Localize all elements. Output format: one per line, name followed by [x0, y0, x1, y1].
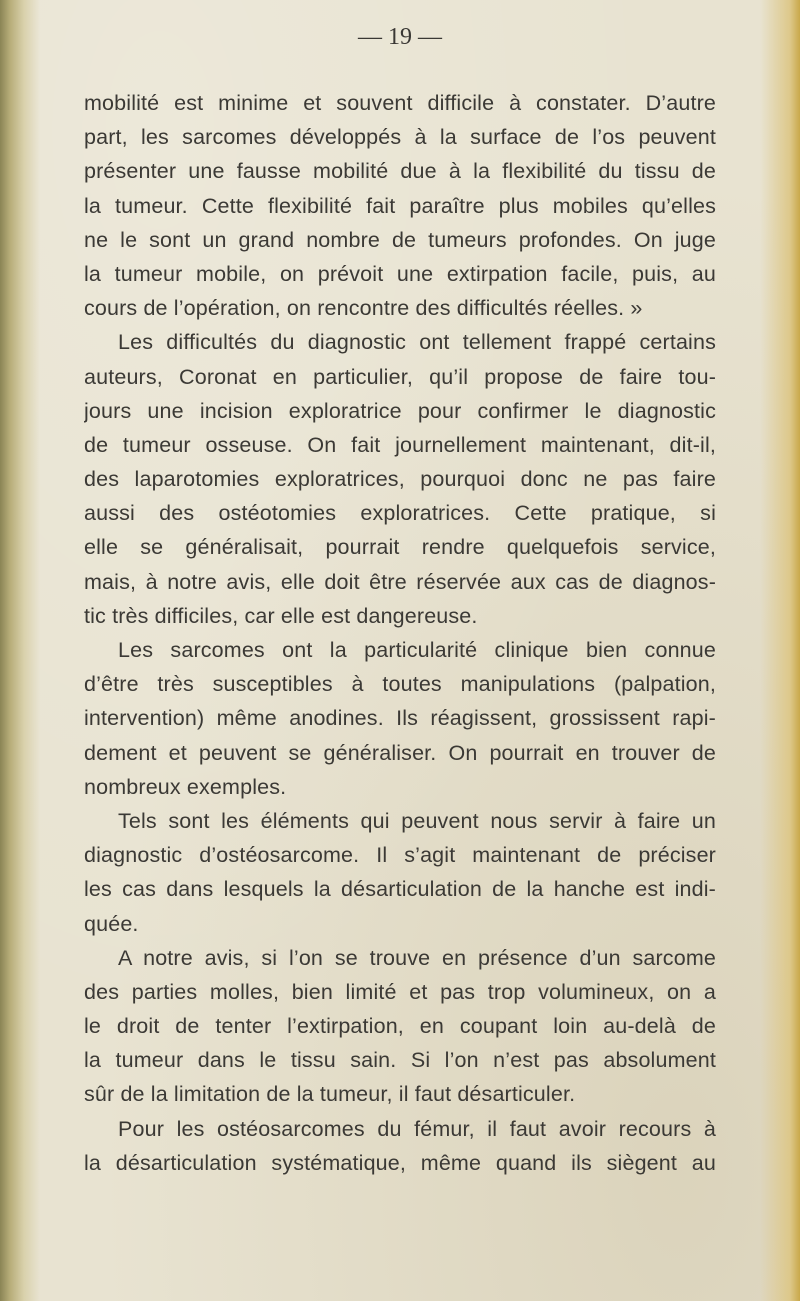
text-line: auteurs, Coronat en particulier, qu’il propose de faire tou-: [84, 364, 716, 389]
text-line: Pour les ostéosarcomes du fémur, il faut avoir recours à: [118, 1116, 716, 1141]
text-line: nombreux exemples.: [84, 774, 287, 799]
text-line: Les sarcomes ont la particularité clinique bien connue: [118, 638, 716, 662]
text-line: sûr de la limitation de la tumeur, il faut désarticuler.: [84, 1082, 576, 1107]
text-line: jours une incision exploratrice pour confirmer le diagnostic: [84, 398, 716, 423]
text-line: diagnostic d’ostéosarcome. Il s’agit maintenant de préciser: [84, 843, 716, 868]
text-line: cours de l’opération, on rencontre des difficultés réelles. »: [84, 296, 643, 321]
text-line: mobilité est minime et souvent difficile à constater. D’autre: [84, 91, 716, 115]
text-line: ne le sont un grand nombre de tumeurs profondes. On juge: [84, 227, 716, 252]
text-line: elle se généralisait, pourrait rendre quelquefois service,: [84, 535, 716, 560]
text-line: des laparotomies exploratrices, pourquoi donc ne pas faire: [84, 467, 716, 492]
text-line: la désarticulation systématique, même quand ils siègent au: [84, 1150, 716, 1175]
text-line: la tumeur. Cette flexibilité fait paraître plus mobiles qu’elles: [84, 193, 716, 218]
text-line: A notre avis, si l’on se trouve en présence d’un sarcome: [118, 945, 716, 970]
text-line: d’être très susceptibles à toutes manipulations (palpation,: [84, 672, 716, 697]
text-line: mais, à notre avis, elle doit être réservée aux cas de diagnos-: [84, 569, 716, 594]
text-line: le droit de tenter l’extirpation, en coupant loin au-delà de: [84, 1014, 716, 1039]
text-line: intervention) même anodines. Ils réagissent, grossissent rapi-: [84, 706, 716, 731]
text-line: la tumeur dans le tissu sain. Si l’on n’est pas absolument: [84, 1048, 716, 1073]
text-line: tic très difficiles, car elle est dangereuse.: [84, 603, 478, 628]
page-number-header: — 19 —: [358, 24, 442, 50]
text-line: la tumeur mobile, on prévoit une extirpation facile, puis, au: [84, 261, 716, 286]
text-line: Les difficultés du diagnostic ont tellement frappé certains: [118, 330, 716, 355]
body-text: [84, 86, 716, 1180]
text-line: de tumeur osseuse. On fait journellement maintenant, dit-il,: [84, 432, 716, 457]
page-left-edge-shadow: [0, 0, 40, 1301]
text-line: des parties molles, bien limité et pas trop volumineux, on a: [84, 979, 716, 1004]
text-line: aussi des ostéotomies exploratrices. Cette pratique, si: [84, 501, 716, 526]
text-line: part, les sarcomes développés à la surface de l’os peuvent: [84, 125, 716, 150]
text-line: présenter une fausse mobilité due à la flexibilité du tissu de: [84, 159, 716, 184]
text-line: dement et peuvent se généraliser. On pourrait en trouver de: [84, 740, 716, 765]
text-line: quée.: [84, 911, 139, 936]
page-right-edge-stain: [760, 0, 800, 1301]
text-line: Tels sont les éléments qui peuvent nous servir à faire un: [118, 808, 716, 833]
text-line: les cas dans lesquels la désarticulation de la hanche est indi-: [84, 877, 716, 902]
